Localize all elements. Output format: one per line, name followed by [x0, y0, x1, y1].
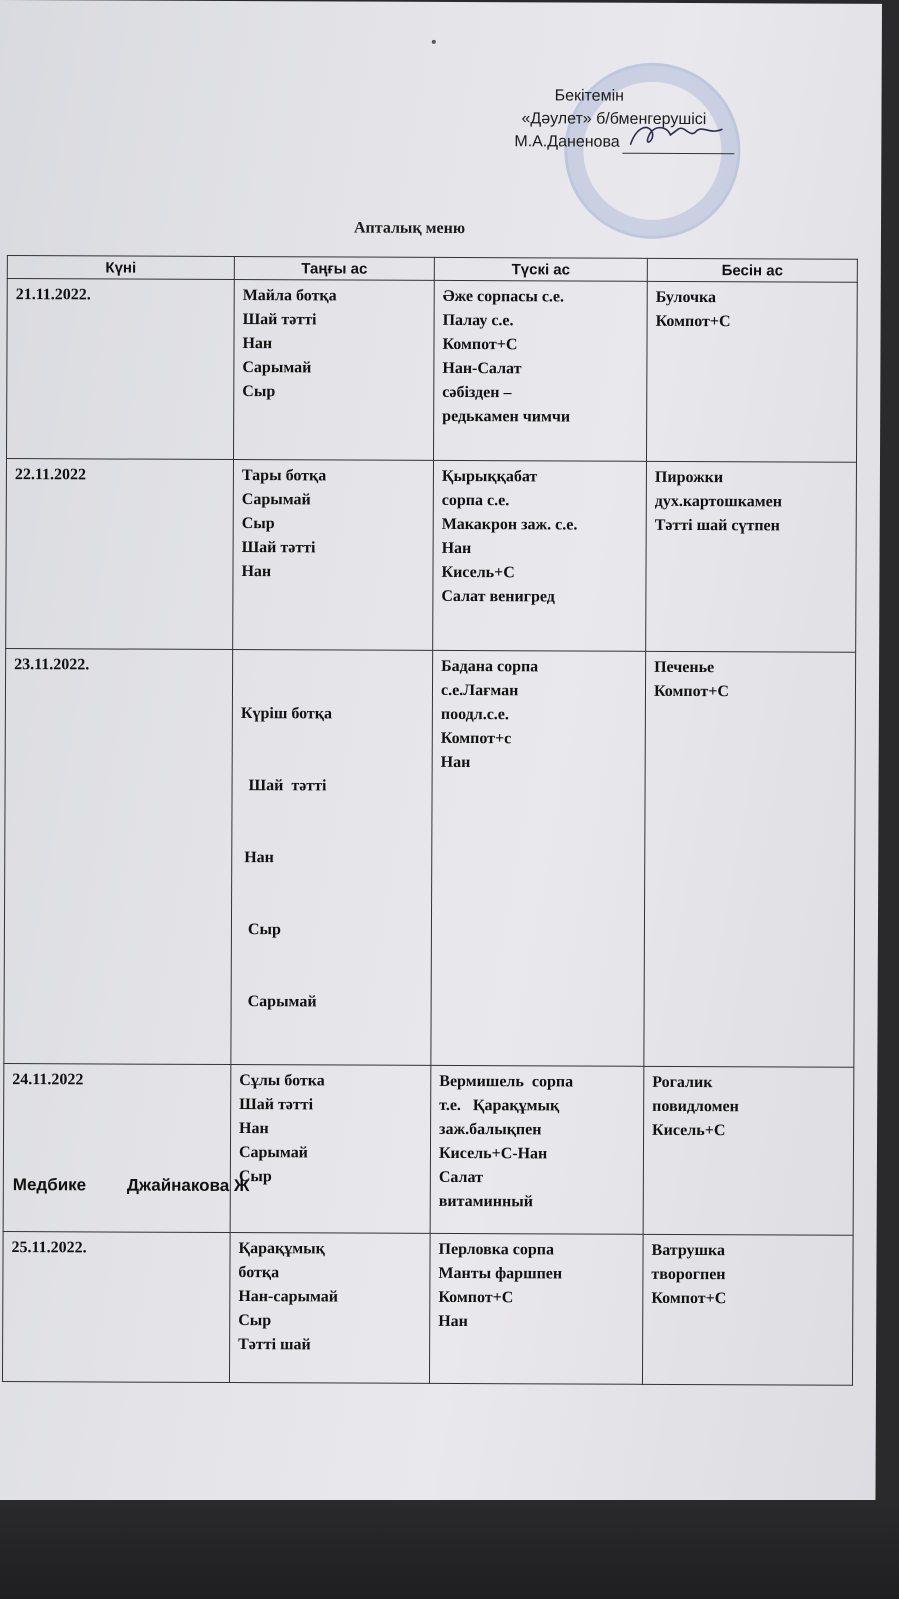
signature-line	[623, 139, 735, 154]
date-cell: 25.11.2022.	[2, 1232, 230, 1383]
paper-speck	[432, 40, 436, 44]
table-row	[6, 279, 857, 463]
table-row	[2, 1232, 853, 1386]
table-row	[4, 649, 856, 1068]
weekly-menu-table	[2, 255, 858, 1386]
breakfast-cell: Қарақұмық ботқа Нан-сарымай Сыр Тәтті шай	[229, 1233, 430, 1384]
header-snack: Бесін ас	[647, 258, 857, 282]
breakfast-cell: Күріш ботқа Шай тәтті Нан Сыр Сарымай	[231, 650, 433, 1066]
lunch-cell: Бадана сорпа с.е.Лағман поодл.с.е. Компот+с Нан	[431, 650, 646, 1066]
footer-name: Джайнакова Ж	[126, 1175, 250, 1196]
signature-icon	[627, 119, 727, 153]
snack-cell: Печенье Компот+С	[644, 651, 856, 1067]
lunch-cell: Қырыққабат сорпа с.е. Макакрон заж. с.е. Нан Кисель+С Салат венигред	[433, 460, 647, 651]
lunch-cell: Перловка сорпа Манты фаршпен Компот+С Нан	[429, 1233, 643, 1384]
approval-line-3	[514, 130, 814, 154]
header-lunch: Түскі ас	[434, 257, 647, 281]
breakfast-cell: Майла ботқа Шай тәтті Нан Сарымай Сыр	[233, 280, 434, 461]
footer-signoff	[13, 1175, 250, 1196]
breakfast-cell: Тары ботқа Сарымай Сыр Шай тәтті Нан	[233, 460, 434, 651]
approval-line-1: Бекітемін	[554, 87, 625, 105]
snack-cell: Булочка Компот+С	[646, 281, 857, 462]
director-name: М.А.Даненова	[514, 133, 620, 151]
footer-role: Медбике	[12, 1175, 87, 1195]
snack-cell: Ватрушка творогпен Компот+С	[642, 1234, 853, 1385]
background-surface	[0, 1500, 899, 1599]
approval-block	[514, 84, 814, 154]
date-cell: 23.11.2022.	[4, 649, 233, 1065]
date-cell: 21.11.2022.	[6, 279, 234, 460]
lunch-cell: Әже сорпасы с.е. Палау с.е. Компот+С Нан-Салат сәбізден – редькамен чимчи	[433, 280, 647, 461]
header-date: Күні	[7, 256, 234, 280]
header-breakfast: Таңғы ас	[234, 257, 434, 281]
snack-cell: Рогалик повидломен Кисель+С	[643, 1066, 854, 1235]
approval-line-2: «Дәулет» б/бменгерушісі	[521, 110, 707, 129]
table-row	[3, 1064, 854, 1236]
table-row	[6, 459, 857, 653]
lunch-cell: Вермишель сорпа т.е. Қарақұмық заж.балықпен Кисель+С-Нан Салат витаминный	[430, 1065, 644, 1234]
breakfast-cell: Сұлы ботка Шай тәтті Нан Сарымай Сыр	[230, 1065, 431, 1234]
page-title: Апталық меню	[353, 219, 466, 238]
date-cell: 24.11.2022	[3, 1064, 231, 1233]
snack-cell: Пирожки дух.картошкамен Тәтті шай сүтпен	[646, 461, 857, 652]
date-cell: 22.11.2022	[6, 459, 234, 650]
